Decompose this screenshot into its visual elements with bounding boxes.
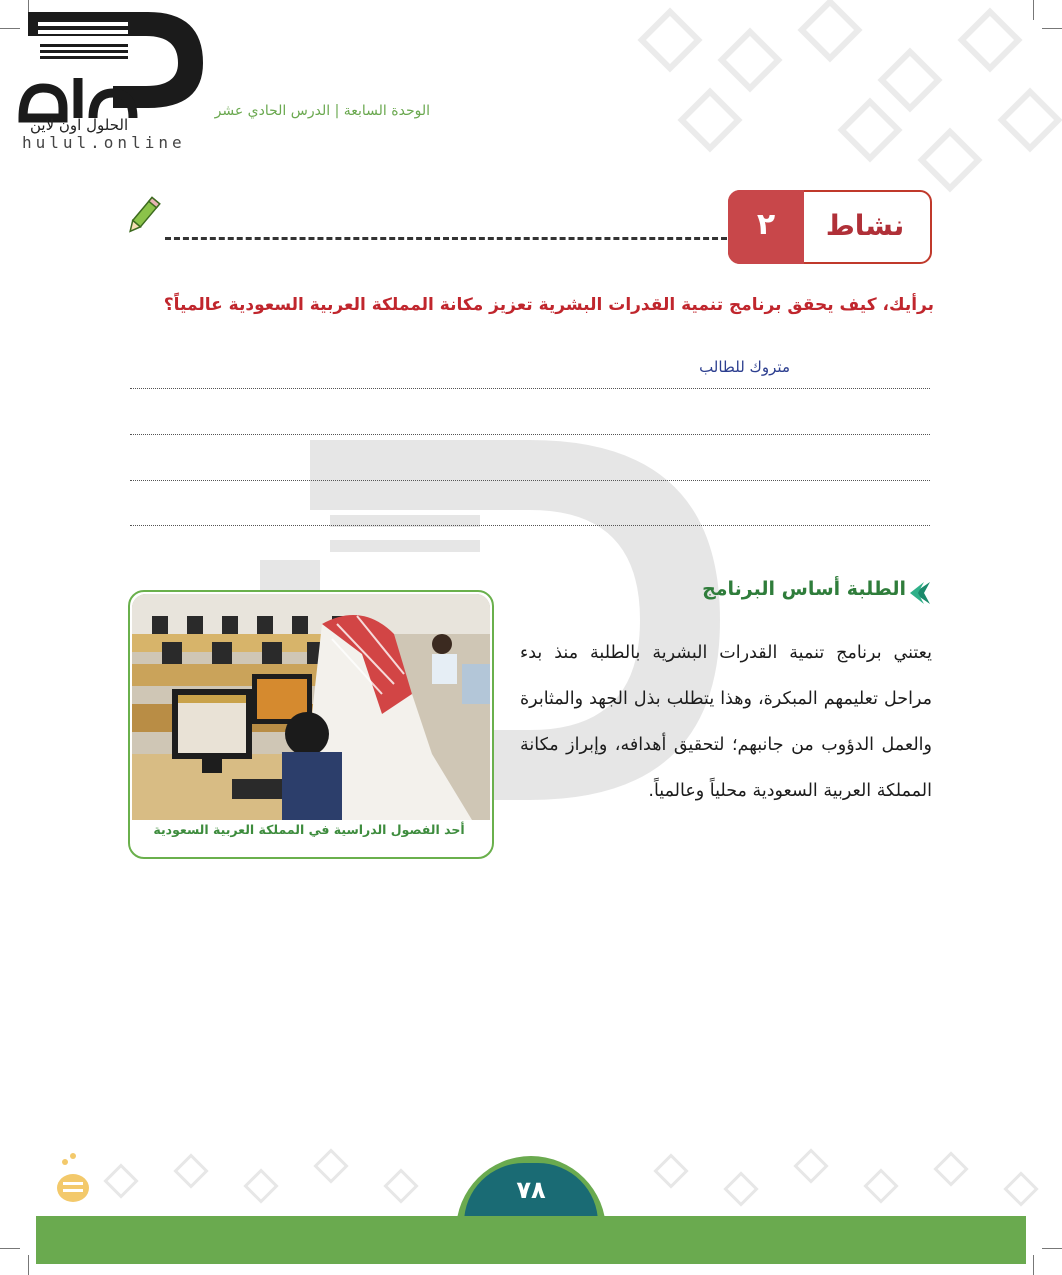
crop-mark — [1042, 1248, 1062, 1249]
photo-caption: أحد الفصول الدراسية في المملكة العربية السعودية — [153, 822, 465, 837]
footer-band — [36, 1216, 1026, 1264]
photo-frame — [128, 590, 494, 859]
decorative-pattern — [620, 0, 1062, 200]
answer-line — [130, 480, 930, 481]
dashed-separator — [165, 237, 727, 240]
crop-mark — [0, 28, 20, 29]
chevron-left-icon — [910, 580, 932, 606]
activity-label: نشاط — [825, 209, 905, 242]
answer-line — [130, 388, 930, 389]
section-title: الطلبة أساس البرنامج — [702, 578, 906, 600]
answer-line — [130, 525, 930, 526]
crop-mark — [0, 1248, 20, 1249]
logo-latin-text: hulul.online — [22, 133, 186, 152]
crop-mark — [28, 1255, 29, 1275]
crop-mark — [1033, 1255, 1034, 1275]
question-text: برأيك، كيف يحقق برنامج تنمية القدرات البشرية تعزيز مكانة المملكة العربية السعودية عالمياً؟ — [163, 295, 934, 315]
section-paragraph: يعتني برنامج تنمية القدرات البشرية بالطلبة منذ بدء مراحل تعليمهم المبكرة، وهذا يتطلب بذل الجهد والمثابرة والعمل الدؤوب من جانبهم؛ لتحقيق أهدافه، وإبراز مكانة المملكة العربية السعودية محلياً وعالمياً. — [520, 643, 932, 801]
activity-number: ٢ — [728, 190, 804, 264]
classroom-photo — [132, 594, 490, 820]
pencil-icon — [122, 194, 164, 238]
breadcrumb: الوحدة السابعة | الدرس الحادي عشر — [214, 103, 430, 119]
answer-line — [130, 434, 930, 435]
logo-arabic-text: الحلول اون لاين — [30, 116, 129, 134]
ministry-emblem-icon — [55, 1150, 91, 1210]
page-number: ٧٨ — [516, 1176, 546, 1204]
answer-note: متروك للطالب — [699, 358, 790, 376]
